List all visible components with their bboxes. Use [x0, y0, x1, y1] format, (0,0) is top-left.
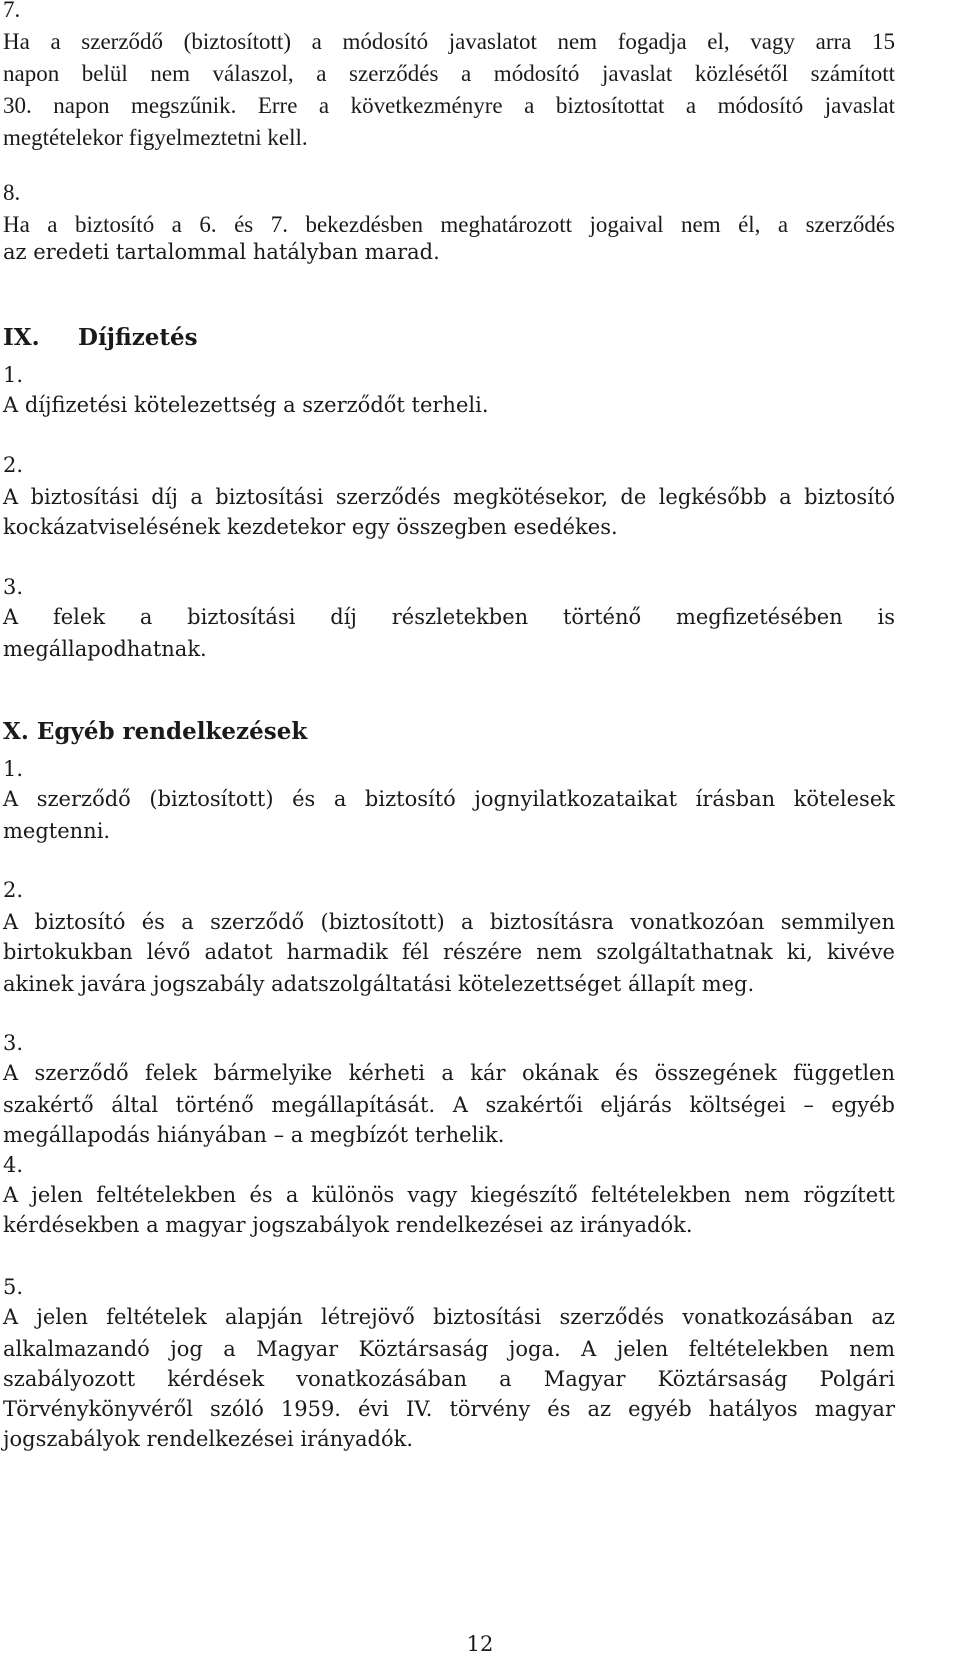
- paragraph-line: A jelen feltételek alapján létrejövő biztosítási szerződés vonatkozásában az: [3, 1305, 895, 1329]
- paragraph-number: 1.: [3, 757, 24, 781]
- paragraph-line: A szerződő (biztosított) és a biztosító jognyilatkozataikat írásban kötelesek: [3, 787, 895, 811]
- paragraph-line: napon belül nem válaszol, a szerződés a módosító javaslat közlésétől számított: [3, 61, 895, 86]
- paragraph-number: 7.: [3, 0, 21, 22]
- paragraph-line: jogszabályok rendelkezései irányadók.: [3, 1427, 414, 1451]
- paragraph-number: 2.: [3, 878, 24, 902]
- paragraph-number: 8.: [3, 180, 21, 205]
- section-heading: [3, 322, 895, 354]
- paragraph-line: A díjfizetési kötelezettség a szerződőt terheli.: [3, 393, 489, 417]
- paragraph-line: Törvénykönyvéről szóló 1959. évi IV. törvény és az egyéb hatályos magyar: [3, 1397, 895, 1421]
- paragraph-line: 30. napon megszűnik. Erre a következményre a biztosítottat a módosító javaslat: [3, 93, 895, 118]
- paragraph-line: szakértő által történő megállapítását. A szakértői eljárás költségei – egyéb: [3, 1093, 895, 1117]
- paragraph-line: akinek javára jogszabály adatszolgáltatási kötelezettséget állapít meg.: [3, 972, 755, 996]
- paragraph-line: A felek a biztosítási díj részletekben történő megfizetésében is: [3, 605, 895, 629]
- paragraph-line: Ha a biztosító a 6. és 7. bekezdésben meghatározott jogaival nem él, a szerződés: [3, 212, 895, 237]
- paragraph-line: kockázatviselésének kezdetekor egy összegben esedékes.: [3, 515, 618, 539]
- paragraph-line: A biztosító és a szerződő (biztosított) a biztosításra vonatkozóan semmilyen: [3, 910, 895, 934]
- section-heading: X. Egyéb rendelkezések: [3, 718, 308, 745]
- paragraph-number: 1.: [3, 363, 24, 387]
- paragraph-number: 3.: [3, 575, 24, 599]
- paragraph-line: megtételekor figyelmeztetni kell.: [3, 125, 308, 150]
- paragraph-number: 5.: [3, 1275, 24, 1299]
- section-number: IX.: [3, 324, 40, 351]
- paragraph-line: A szerződő felek bármelyike kérheti a kár okának és összegének független: [3, 1061, 895, 1085]
- paragraph-line: megállapodhatnak.: [3, 637, 207, 661]
- page-number: 12: [466, 1632, 494, 1656]
- paragraph-line: szabályozott kérdések vonatkozásában a Magyar Köztársaság Polgári: [3, 1367, 895, 1391]
- paragraph-number: 3.: [3, 1031, 24, 1055]
- paragraph-line: az eredeti tartalommal hatályban marad.: [3, 240, 440, 264]
- paragraph-line: birtokukban lévő adatot harmadik fél részére nem szolgáltathatnak ki, kivéve: [3, 940, 895, 964]
- paragraph-line: A biztosítási díj a biztosítási szerződés megkötésekor, de legkésőbb a biztosító: [3, 485, 895, 509]
- section-title: Díjfizetés: [78, 324, 198, 351]
- paragraph-line: Ha a szerződő (biztosított) a módosító javaslatot nem fogadja el, vagy arra 15: [3, 29, 895, 54]
- paragraph-line: alkalmazandó jog a Magyar Köztársaság joga. A jelen feltételekben nem: [3, 1337, 895, 1361]
- paragraph-line: megtenni.: [3, 819, 111, 843]
- paragraph-line: A jelen feltételekben és a különös vagy kiegészítő feltételekben nem rögzített: [3, 1183, 895, 1207]
- paragraph-line: kérdésekben a magyar jogszabályok rendelkezései az irányadók.: [3, 1213, 693, 1237]
- paragraph-number: 4.: [3, 1153, 24, 1177]
- paragraph-line: megállapodás hiányában – a megbízót terhelik.: [3, 1123, 505, 1147]
- paragraph-number: 2.: [3, 453, 24, 477]
